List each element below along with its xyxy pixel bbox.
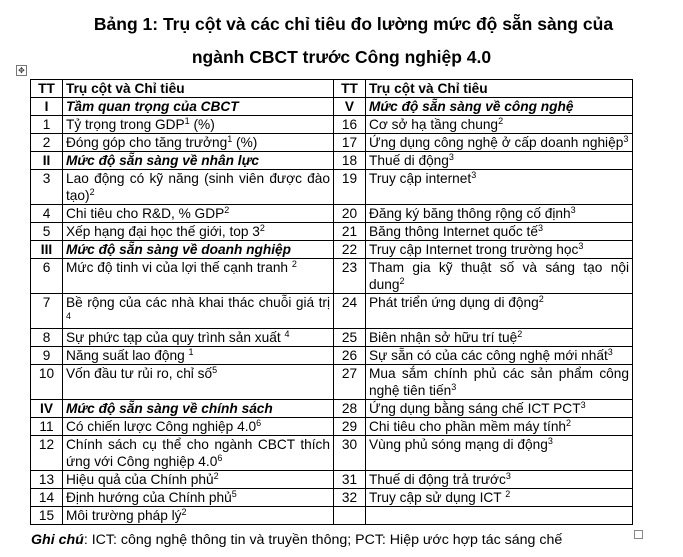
cell-superscript: 3 <box>537 223 543 233</box>
cell-superscript: 3 <box>578 241 584 251</box>
cell-text: Ứng dụng bằng sáng chế ICT PCT <box>369 401 581 416</box>
cell-pillar-left <box>63 418 334 436</box>
table-title-line-1: Bảng 1: Trụ cột và các chỉ tiêu đo lường mức độ sẵn sàng của <box>93 14 614 34</box>
cell-superscript: 3 <box>580 400 586 410</box>
cell-pillar-right <box>366 170 633 205</box>
cell-text: Có chiến lược Công nghiệp 4.0 <box>66 419 257 434</box>
table-row <box>31 170 633 205</box>
table-row <box>31 347 633 365</box>
table-move-handle-icon[interactable]: ✥ <box>16 65 27 76</box>
cell-tt-left: I <box>31 98 63 116</box>
cell-tt-right: 18 <box>334 152 366 170</box>
cell-tt-right: 16 <box>334 116 366 134</box>
cell-text: Mức độ sẵn sàng về chính sách <box>66 401 273 416</box>
cell-text: Đóng góp cho tăng trưởng <box>66 135 228 150</box>
cell-pillar-left <box>63 259 334 294</box>
cell-tt-left: 1 <box>31 116 63 134</box>
table-body <box>31 98 633 525</box>
cell-superscript: 2 <box>517 329 523 339</box>
table-row <box>31 259 633 294</box>
cell-text: Hiệu quả của Chính phủ <box>66 472 214 487</box>
cell-pillar-right <box>366 347 633 365</box>
cell-text: Ứng dụng công nghệ ở cấp doanh nghiệp <box>369 135 624 150</box>
cell-text: Mức độ sẵn sàng về nhân lực <box>66 153 259 168</box>
cell-superscript: 5 <box>212 365 218 375</box>
cell-text: Môi trường pháp lý <box>66 508 182 523</box>
cell-pillar-left <box>63 294 334 329</box>
cell-tt-right: 26 <box>334 347 366 365</box>
cell-pillar-left <box>63 400 334 418</box>
table-row <box>31 507 633 525</box>
cell-text: Sự sẵn có của các công nghệ mới nhất <box>369 348 608 363</box>
cell-pillar-right <box>366 205 633 223</box>
cell-pillar-right <box>366 400 633 418</box>
cell-tt-right: 24 <box>334 294 366 329</box>
cell-pillar-left <box>63 329 334 347</box>
header-pillar-right: Trụ cột và Chỉ tiêu <box>366 80 633 98</box>
cell-pillar-right <box>366 471 633 489</box>
table-row <box>31 436 633 471</box>
cell-tt-left: 9 <box>31 347 63 365</box>
cell-pillar-right <box>366 116 633 134</box>
cell-text: Bề rộng của các nhà khai thác chuỗi giá trị <box>66 295 330 310</box>
cell-superscript: 2 <box>224 205 230 215</box>
cell-pillar-right <box>366 436 633 471</box>
cell-superscript: 1 <box>227 134 233 144</box>
cell-text: Chi tiêu cho R&D, % GDP <box>66 206 225 221</box>
cell-tt-right: 32 <box>334 489 366 507</box>
cell-pillar-left <box>63 134 334 152</box>
cell-tt-left: 6 <box>31 259 63 294</box>
cell-pillar-left <box>63 223 334 241</box>
cell-superscript: 3 <box>607 347 613 357</box>
cell-tt-right: 27 <box>334 365 366 400</box>
table-row <box>31 329 633 347</box>
cell-text: Cơ sở hạ tầng chung <box>369 117 499 132</box>
cell-superscript: 2 <box>566 418 572 428</box>
cell-pillar-left <box>63 471 334 489</box>
cell-superscript: 6 <box>256 418 262 428</box>
header-pillar-left: Trụ cột và Chỉ tiêu <box>63 80 334 98</box>
cell-pillar-right <box>366 134 633 152</box>
cell-text: Truy cập Internet trong trường học <box>369 242 579 257</box>
cell-text: Truy cập internet <box>369 171 472 186</box>
cell-tt-right: 31 <box>334 471 366 489</box>
cell-superscript: 3 <box>547 436 553 446</box>
header-tt-left: TT <box>31 80 63 98</box>
cell-pillar-right <box>366 329 633 347</box>
cell-superscript: 2 <box>399 276 405 286</box>
cell-text: Thuế di động trả trước <box>369 472 506 487</box>
cell-superscript: 2 <box>291 259 297 269</box>
cell-superscript: 4 <box>284 329 290 339</box>
cell-text: Đăng ký băng thông rộng cố định <box>369 206 571 221</box>
cell-superscript: 2 <box>89 187 95 197</box>
table-header-row <box>31 80 633 98</box>
cell-pillar-left <box>63 436 334 471</box>
cell-pillar-left <box>63 365 334 400</box>
cell-pillar-left <box>63 489 334 507</box>
table-row <box>31 241 633 259</box>
cell-text: Lao động có kỹ năng (sinh viên được đào tạo) <box>66 171 330 203</box>
footnote-text: : ICT: công nghệ thông tin và truyền thông; PCT: Hiệp ước hợp tác sáng chế <box>83 532 563 548</box>
cell-tt-left: II <box>31 152 63 170</box>
cell-pillar-right <box>366 223 633 241</box>
cell-superscript: 2 <box>213 471 219 481</box>
cell-pillar-left <box>63 205 334 223</box>
cell-tt-left: 2 <box>31 134 63 152</box>
cell-superscript: 2 <box>538 294 544 304</box>
cell-superscript: 3 <box>451 382 457 392</box>
cell-text: Vốn đầu tư rủi ro, chỉ số <box>66 366 213 381</box>
cell-tt-left: 8 <box>31 329 63 347</box>
cell-superscript: 3 <box>505 471 511 481</box>
cell-tt-left: IV <box>31 400 63 418</box>
cell-tt-right: 17 <box>334 134 366 152</box>
cell-tt-left: 5 <box>31 223 63 241</box>
table-row <box>31 365 633 400</box>
table-row <box>31 116 633 134</box>
cell-pillar-left <box>63 116 334 134</box>
cell-tt-left: 7 <box>31 294 63 329</box>
cell-pillar-right <box>366 294 633 329</box>
cell-tt-left: 4 <box>31 205 63 223</box>
cell-pillar-right <box>366 489 633 507</box>
cell-pillar-left <box>63 152 334 170</box>
cell-pillar-left <box>63 170 334 205</box>
cell-text: Băng thông Internet quốc tế <box>369 224 538 239</box>
cell-text: Xếp hạng đại học thế giới, top 3 <box>66 224 260 239</box>
cell-pillar-left <box>63 98 334 116</box>
cell-tt-right: 21 <box>334 223 366 241</box>
cell-superscript: 2 <box>498 116 504 126</box>
cell-pillar-right <box>366 241 633 259</box>
cell-tt-left: 11 <box>31 418 63 436</box>
cell-text: Vùng phủ sóng mạng di động <box>369 437 548 452</box>
cell-superscript: 2 <box>181 507 187 517</box>
cell-pillar-right <box>366 507 633 525</box>
footnote <box>31 531 562 549</box>
cell-superscript: 1 <box>188 347 194 357</box>
cell-text: Thuế di động <box>369 153 449 168</box>
pillars-table <box>30 79 633 525</box>
cell-superscript: 5 <box>231 489 237 499</box>
table-row <box>31 205 633 223</box>
table-row <box>31 134 633 152</box>
cell-text: Sự phức tạp của quy trình sản xuất <box>66 330 285 345</box>
footnote-label: Ghi chú <box>31 532 84 548</box>
cell-tt-left: 15 <box>31 507 63 525</box>
cell-text: Chính sách cụ thể cho ngành CBCT thích ứng với Công nghiệp 4.0 <box>66 437 330 469</box>
cell-superscript: 3 <box>448 152 454 162</box>
cell-tt-left: 10 <box>31 365 63 400</box>
cell-pillar-right <box>366 259 633 294</box>
cell-pillar-right <box>366 365 633 400</box>
cell-pillar-right <box>366 98 633 116</box>
cell-text: Mua sắm chính phủ các sản phẩm công nghệ tiên tiến <box>369 366 629 398</box>
cell-text: Phát triển ứng dụng di động <box>369 295 539 310</box>
table-row <box>31 418 633 436</box>
cell-tt-right: 22 <box>334 241 366 259</box>
cell-pillar-right <box>366 418 633 436</box>
cell-tt-right: 23 <box>334 259 366 294</box>
cell-superscript: 3 <box>471 170 477 180</box>
cell-tt-left: III <box>31 241 63 259</box>
cell-text: Tỷ trọng trong GDP <box>66 117 185 132</box>
header-tt-right: TT <box>334 80 366 98</box>
cell-tt-right: 20 <box>334 205 366 223</box>
table-row <box>31 489 633 507</box>
cell-text: Định hướng của Chính phủ <box>66 490 232 505</box>
cell-text: Năng suất lao động <box>66 348 189 363</box>
cell-pillar-left <box>63 241 334 259</box>
cell-tt-right: 29 <box>334 418 366 436</box>
cell-superscript: 6 <box>217 453 223 463</box>
cell-tt-right <box>334 507 366 525</box>
cell-tt-left: 3 <box>31 170 63 205</box>
cell-text: Biên nhận sở hữu trí tuệ <box>369 330 518 345</box>
table-row <box>31 98 633 116</box>
cell-suffix: (%) <box>232 135 258 150</box>
table-title-line-2: ngành CBCT trước Công nghiệp 4.0 <box>191 47 492 67</box>
cell-text: Chi tiêu cho phần mềm máy tính <box>369 419 567 434</box>
cell-text: Tham gia kỹ thuật số và sáng tạo nội dung <box>369 260 629 292</box>
cell-text: Mức độ sẵn sàng về doanh nghiệp <box>66 242 291 257</box>
table-row <box>31 152 633 170</box>
cell-text: Truy cập sử dụng ICT <box>369 490 506 505</box>
cell-superscript: 2 <box>505 489 511 499</box>
cell-text: Mức độ sẵn sàng về công nghệ <box>369 99 574 114</box>
cell-pillar-left <box>63 347 334 365</box>
table-row <box>31 223 633 241</box>
cell-superscript: 1 <box>184 116 190 126</box>
cell-tt-right: 25 <box>334 329 366 347</box>
cell-text: Tầm quan trọng của CBCT <box>66 99 239 114</box>
cell-tt-right: 28 <box>334 400 366 418</box>
cell-pillar-left <box>63 507 334 525</box>
cell-superscript: 2 <box>259 223 265 233</box>
paragraph-end-mark <box>634 530 643 539</box>
cell-pillar-right <box>366 152 633 170</box>
cell-tt-left: 12 <box>31 436 63 471</box>
cell-superscript: 3 <box>623 134 629 144</box>
cell-tt-right: 19 <box>334 170 366 205</box>
cell-tt-right: V <box>334 98 366 116</box>
table-row <box>31 471 633 489</box>
cell-tt-left: 14 <box>31 489 63 507</box>
cell-text: Mức độ tinh vi của lợi thế cạnh tranh <box>66 260 292 275</box>
cell-tt-right: 30 <box>334 436 366 471</box>
cell-tt-left: 13 <box>31 471 63 489</box>
table-row <box>31 400 633 418</box>
cell-suffix: (%) <box>189 117 215 132</box>
cell-superscript: 4 <box>66 311 72 321</box>
cell-superscript: 3 <box>570 205 576 215</box>
table-row <box>31 294 633 329</box>
